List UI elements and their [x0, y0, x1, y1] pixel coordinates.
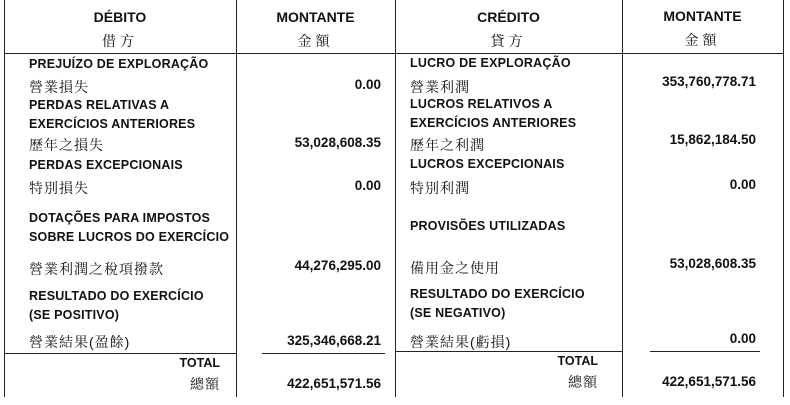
- credit-label: RESULTADO DO EXERCÍCIO: [410, 287, 585, 301]
- credit-label: LUCROS EXCEPCIONAIS: [410, 157, 565, 171]
- credit-total-label-zh: 總額: [568, 374, 598, 390]
- debit-amount: 53,028,608.35: [294, 135, 381, 150]
- debit-label-zh: 營業利潤之稅項撥款: [29, 261, 164, 277]
- debit-label-zh: 特別損失: [29, 180, 89, 196]
- credit-label: PROVISÕES UTILIZADAS: [410, 219, 566, 233]
- credit-label-zh: 特別利潤: [410, 180, 470, 196]
- debit-label-zh: 歷年之損失: [29, 137, 104, 153]
- table-border-right: [783, 0, 784, 397]
- debit-amount: 44,276,295.00: [294, 258, 381, 273]
- amount-header-zh: 金額: [684, 32, 721, 48]
- column-divider: [622, 0, 623, 397]
- table-border-left: [4, 0, 5, 397]
- total-underline: [262, 353, 385, 354]
- debit-label: DOTAÇÕES PARA IMPOSTOS: [29, 211, 211, 225]
- credit-amount: 0.00: [729, 177, 756, 192]
- credit-header-zh: 貸方: [490, 33, 527, 49]
- amount-header: MONTANTE: [276, 9, 355, 25]
- amount-header-zh: 金額: [297, 33, 334, 49]
- credit-total-amount: 422,651,571.56: [662, 374, 756, 389]
- debit-label: PERDAS EXCEPCIONAIS: [29, 158, 183, 172]
- debit-label-zh: 營業結果(盈餘): [29, 334, 131, 350]
- total-underline: [650, 351, 760, 352]
- debit-amount: 325,346,668.21: [287, 333, 381, 348]
- amount-header: MONTANTE: [663, 8, 742, 24]
- credit-amount: 15,862,184.50: [669, 132, 756, 147]
- credit-amount: 353,760,778.71: [662, 74, 756, 89]
- credit-total-label: TOTAL: [557, 354, 598, 368]
- credit-label-zh: 營業結果(虧損): [410, 334, 512, 350]
- debit-label: EXERCÍCIOS ANTERIORES: [29, 117, 196, 131]
- debit-total-label: TOTAL: [179, 356, 220, 370]
- credit-label: (SE NEGATIVO): [410, 306, 506, 320]
- debit-total-amount: 422,651,571.56: [287, 376, 381, 391]
- credit-amount: 0.00: [729, 331, 756, 346]
- debit-label: PERDAS RELATIVAS A: [29, 98, 170, 112]
- credit-label-zh: 歷年之利潤: [410, 137, 485, 153]
- debit-label: PREJUÍZO DE EXPLORAÇÃO: [29, 57, 209, 71]
- debit-label-zh: 營業損失: [29, 79, 89, 95]
- total-divider: [395, 351, 622, 352]
- header-divider: [4, 53, 784, 54]
- total-divider: [4, 353, 236, 354]
- debit-header: DÉBITO: [93, 9, 147, 25]
- credit-label: LUCROS RELATIVOS A: [410, 97, 553, 111]
- credit-label: EXERCÍCIOS ANTERIORES: [410, 116, 577, 130]
- column-divider: [395, 0, 396, 397]
- debit-amount: 0.00: [354, 178, 381, 193]
- credit-label-zh: 營業利潤: [410, 79, 470, 95]
- debit-label: SOBRE LUCROS DO EXERCÍCIO: [29, 230, 230, 244]
- debit-amount: 0.00: [354, 77, 381, 92]
- credit-label: LUCRO DE EXPLORAÇÃO: [410, 56, 571, 70]
- debit-total-label-zh: 總額: [190, 376, 220, 392]
- debit-header-zh: 借方: [102, 33, 138, 49]
- debit-label: RESULTADO DO EXERCÍCIO: [29, 289, 204, 303]
- credit-amount: 53,028,608.35: [669, 256, 756, 271]
- credit-label-zh: 備用金之使用: [410, 260, 500, 276]
- column-divider: [236, 0, 237, 397]
- credit-header: CRÉDITO: [477, 9, 540, 25]
- debit-label: (SE POSITIVO): [29, 308, 120, 322]
